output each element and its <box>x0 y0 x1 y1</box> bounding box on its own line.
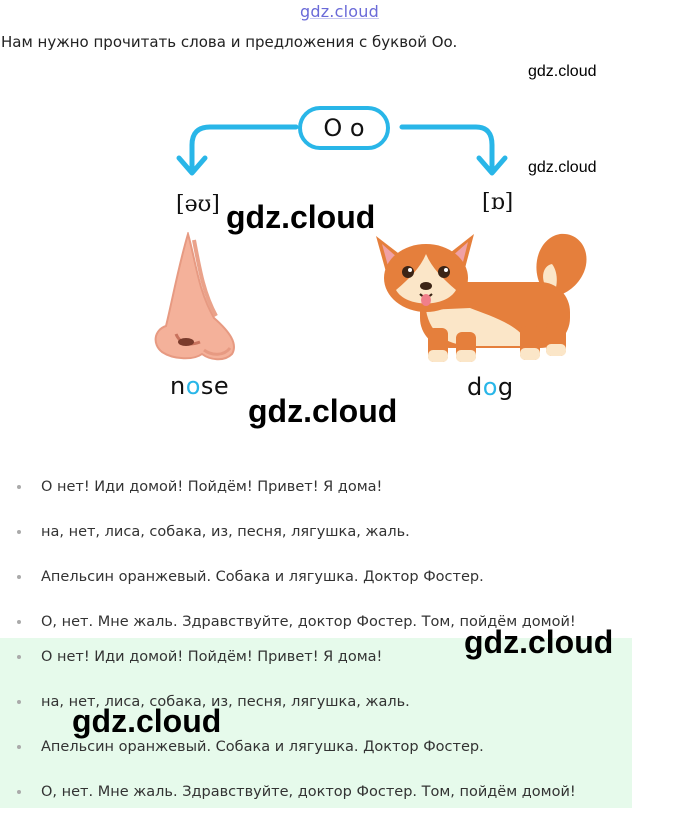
intro-text: Нам нужно прочитать слова и предложения с буквой Oo. <box>1 33 458 51</box>
word-dog: dog <box>467 373 514 401</box>
list-item: О, нет. Мне жаль. Здравствуйте, доктор Фостер. Том, пойдём домой! <box>0 782 680 827</box>
bullet-dot <box>17 700 21 704</box>
letter-label: O o <box>323 114 365 142</box>
bullet-dot <box>17 790 21 794</box>
watermark-big-4: gdz.cloud <box>72 703 222 739</box>
bullet-dot <box>17 745 21 749</box>
bullet-dot <box>17 575 21 579</box>
list-item: на, нет, лиса, собака, из, песня, лягушка, жаль. <box>0 692 680 737</box>
watermark-big-3: gdz.cloud <box>464 624 614 660</box>
list-item: Апельсин оранжевый. Собака и лягушка. Доктор Фостер. <box>0 737 680 782</box>
list-item: О нет! Иди домой! Пойдём! Привет! Я дома! <box>0 477 680 522</box>
nose-illustration <box>150 232 242 364</box>
list-item: О нет! Иди домой! Пойдём! Привет! Я дома! <box>0 647 680 692</box>
bullet-dot <box>17 620 21 624</box>
watermark-link[interactable]: gdz.cloud <box>300 2 379 21</box>
list-item: Апельсин оранжевый. Собака и лягушка. Доктор Фостер. <box>0 567 680 612</box>
vowel-highlight-right: o <box>482 373 498 401</box>
list-item: О, нет. Мне жаль. Здравствуйте, доктор Фостер. Том, пойдём домой! <box>0 612 680 657</box>
watermark-right-1: gdz.cloud <box>528 63 597 80</box>
bullet-dot <box>17 530 21 534</box>
vowel-highlight-left: o <box>185 372 201 400</box>
bullet-dot <box>17 655 21 659</box>
bullet-dot <box>17 485 21 489</box>
list-item: на, нет, лиса, собака, из, песня, лягушка, жаль. <box>0 522 680 567</box>
watermark-big-1: gdz.cloud <box>226 199 376 235</box>
watermark-big-2: gdz.cloud <box>248 393 398 429</box>
dog-illustration <box>370 228 592 368</box>
letter-badge <box>298 106 390 150</box>
watermark-right-2: gdz.cloud <box>528 159 597 176</box>
word-nose: nose <box>170 372 230 400</box>
phonetic-left: [əʊ] <box>176 192 220 217</box>
phonetic-right: [ɒ] <box>482 190 514 215</box>
